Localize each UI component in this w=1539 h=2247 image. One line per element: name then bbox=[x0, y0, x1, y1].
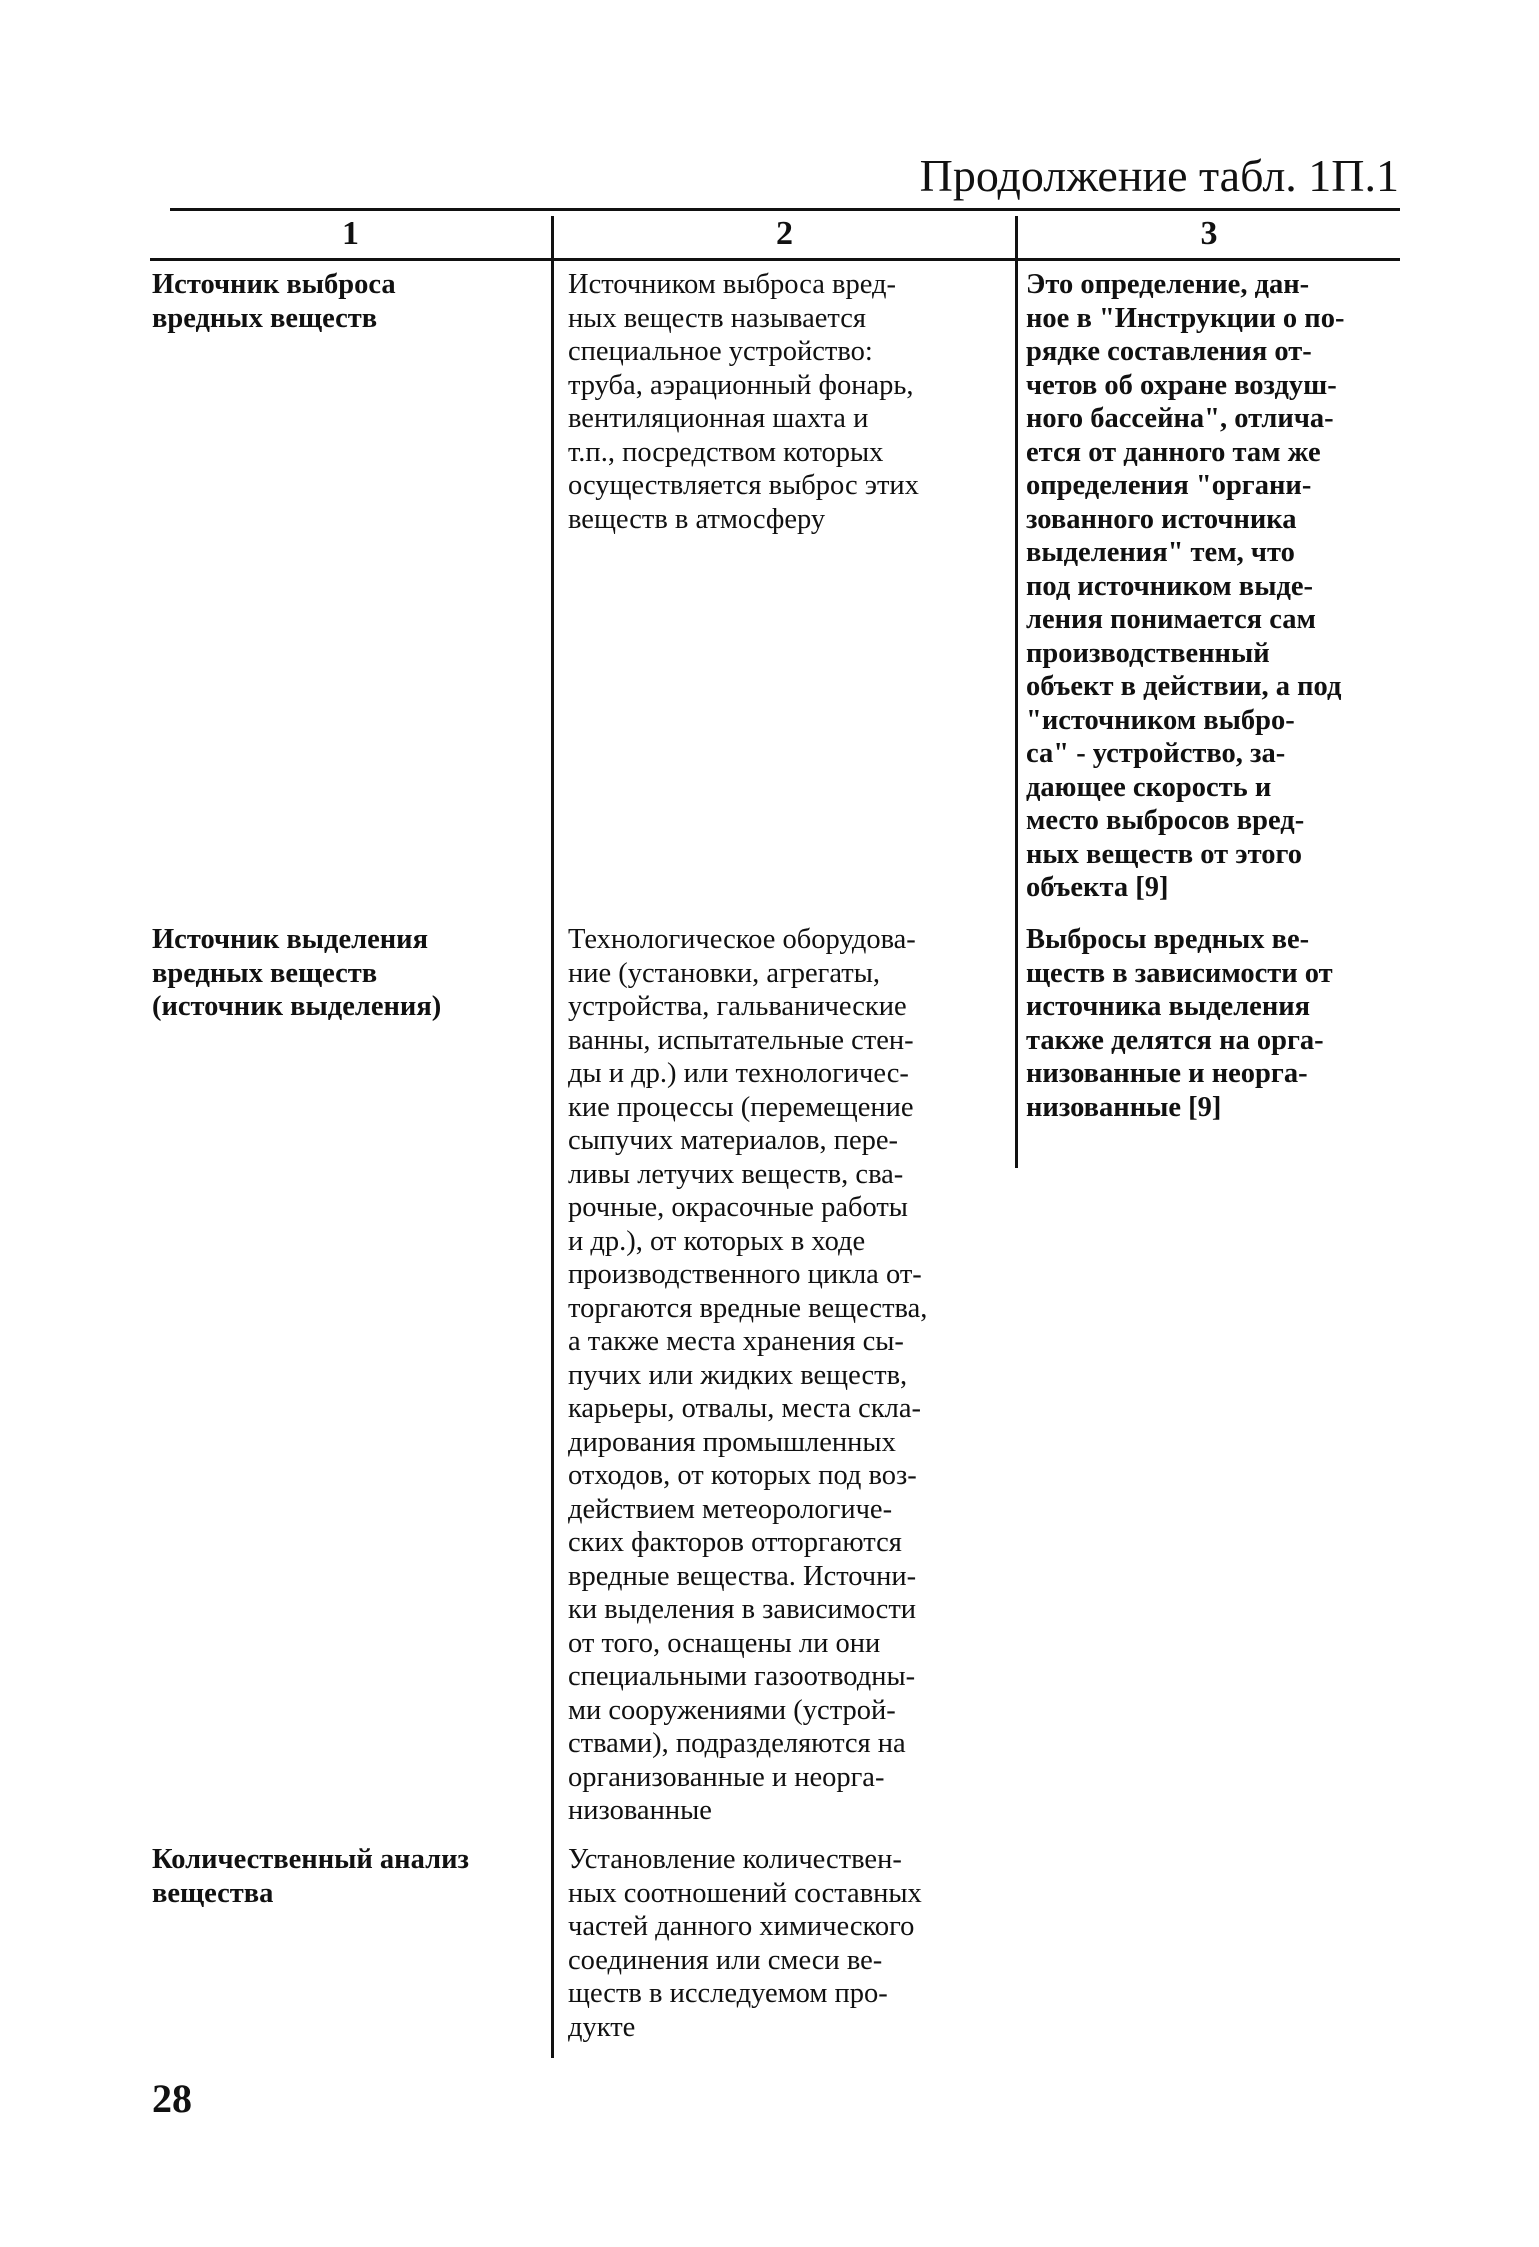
row-2-definition: Технологическое оборудова- ние (установки, агрегаты, устройства, гальванические ванны, испытательные стен- ды и др.) или технологичес- кие процессы (перемещение сыпучих материалов, пере- ливы летучих веществ, сва- рочные, окрасочные работы и др.), от которых в ходе производственного цикла от- торгаются вредные вещества, а также места хранения сы- пучих или жидких веществ, карьеры, отвалы, места скла- дирования промышленных отходов, от которых под воз- действием метеорологиче- ских факторов отторгаются вредные вещества. Источни- ки выделения в зависимости от того, оснащены ли они специальными газоотводны- ми сооружениями (устрой- ствами), подразделяются на организованные и неорга- низованные bbox=[568, 924, 928, 1826]
page-number: 28 bbox=[152, 2076, 192, 2121]
column-divider-1 bbox=[551, 216, 554, 2058]
row-3-definition: Установление количествен- ных соотношений составных частей данного химического соединения или смеси ве- ществ в исследуемом про- дукте bbox=[568, 1844, 922, 2043]
row-1-definition: Источником выброса вред- ных веществ называется специальное устройство: труба, аэрационный фонарь, вентиляционная шахта и т.п., посредством которых осуществляется выброс этих веществ в атмосферу bbox=[568, 269, 919, 535]
row-2-term: Источник выделения вредных веществ (источник выделения) bbox=[152, 924, 442, 1022]
row-2-note: Выбросы вредных ве- ществ в зависимости от источника выделения также делятся на орга- низованные и неорга- низованные [9] bbox=[1026, 924, 1333, 1123]
table-continuation-title: Продолжение табл. 1П.1 bbox=[919, 150, 1399, 201]
column-number-3: 3 bbox=[1200, 215, 1218, 252]
table-header-rule bbox=[150, 258, 1400, 261]
column-divider-2 bbox=[1015, 216, 1018, 1168]
definitions-table bbox=[150, 208, 1400, 2058]
table-top-rule bbox=[170, 208, 1400, 211]
row-1-term: Источник выброса вредных веществ bbox=[152, 269, 396, 334]
row-3-term: Количественный анализ вещества bbox=[152, 1844, 469, 1909]
column-number-2: 2 bbox=[776, 215, 793, 252]
column-number-1: 1 bbox=[342, 215, 359, 252]
row-1-note: Это определение, дан- ное в "Инструкции о по- рядке составления от- четов об охране воздуш- ного бассейна", отлича- ется от данного там же определения "органи- зованного источника выделения" тем, что под источником выде- ления понимается сам производственный объект в действии, а под "источником выбро- са" - устройство, за- дающее скорость и место выбросов вред- ных веществ от этого объекта [9] bbox=[1026, 269, 1345, 903]
